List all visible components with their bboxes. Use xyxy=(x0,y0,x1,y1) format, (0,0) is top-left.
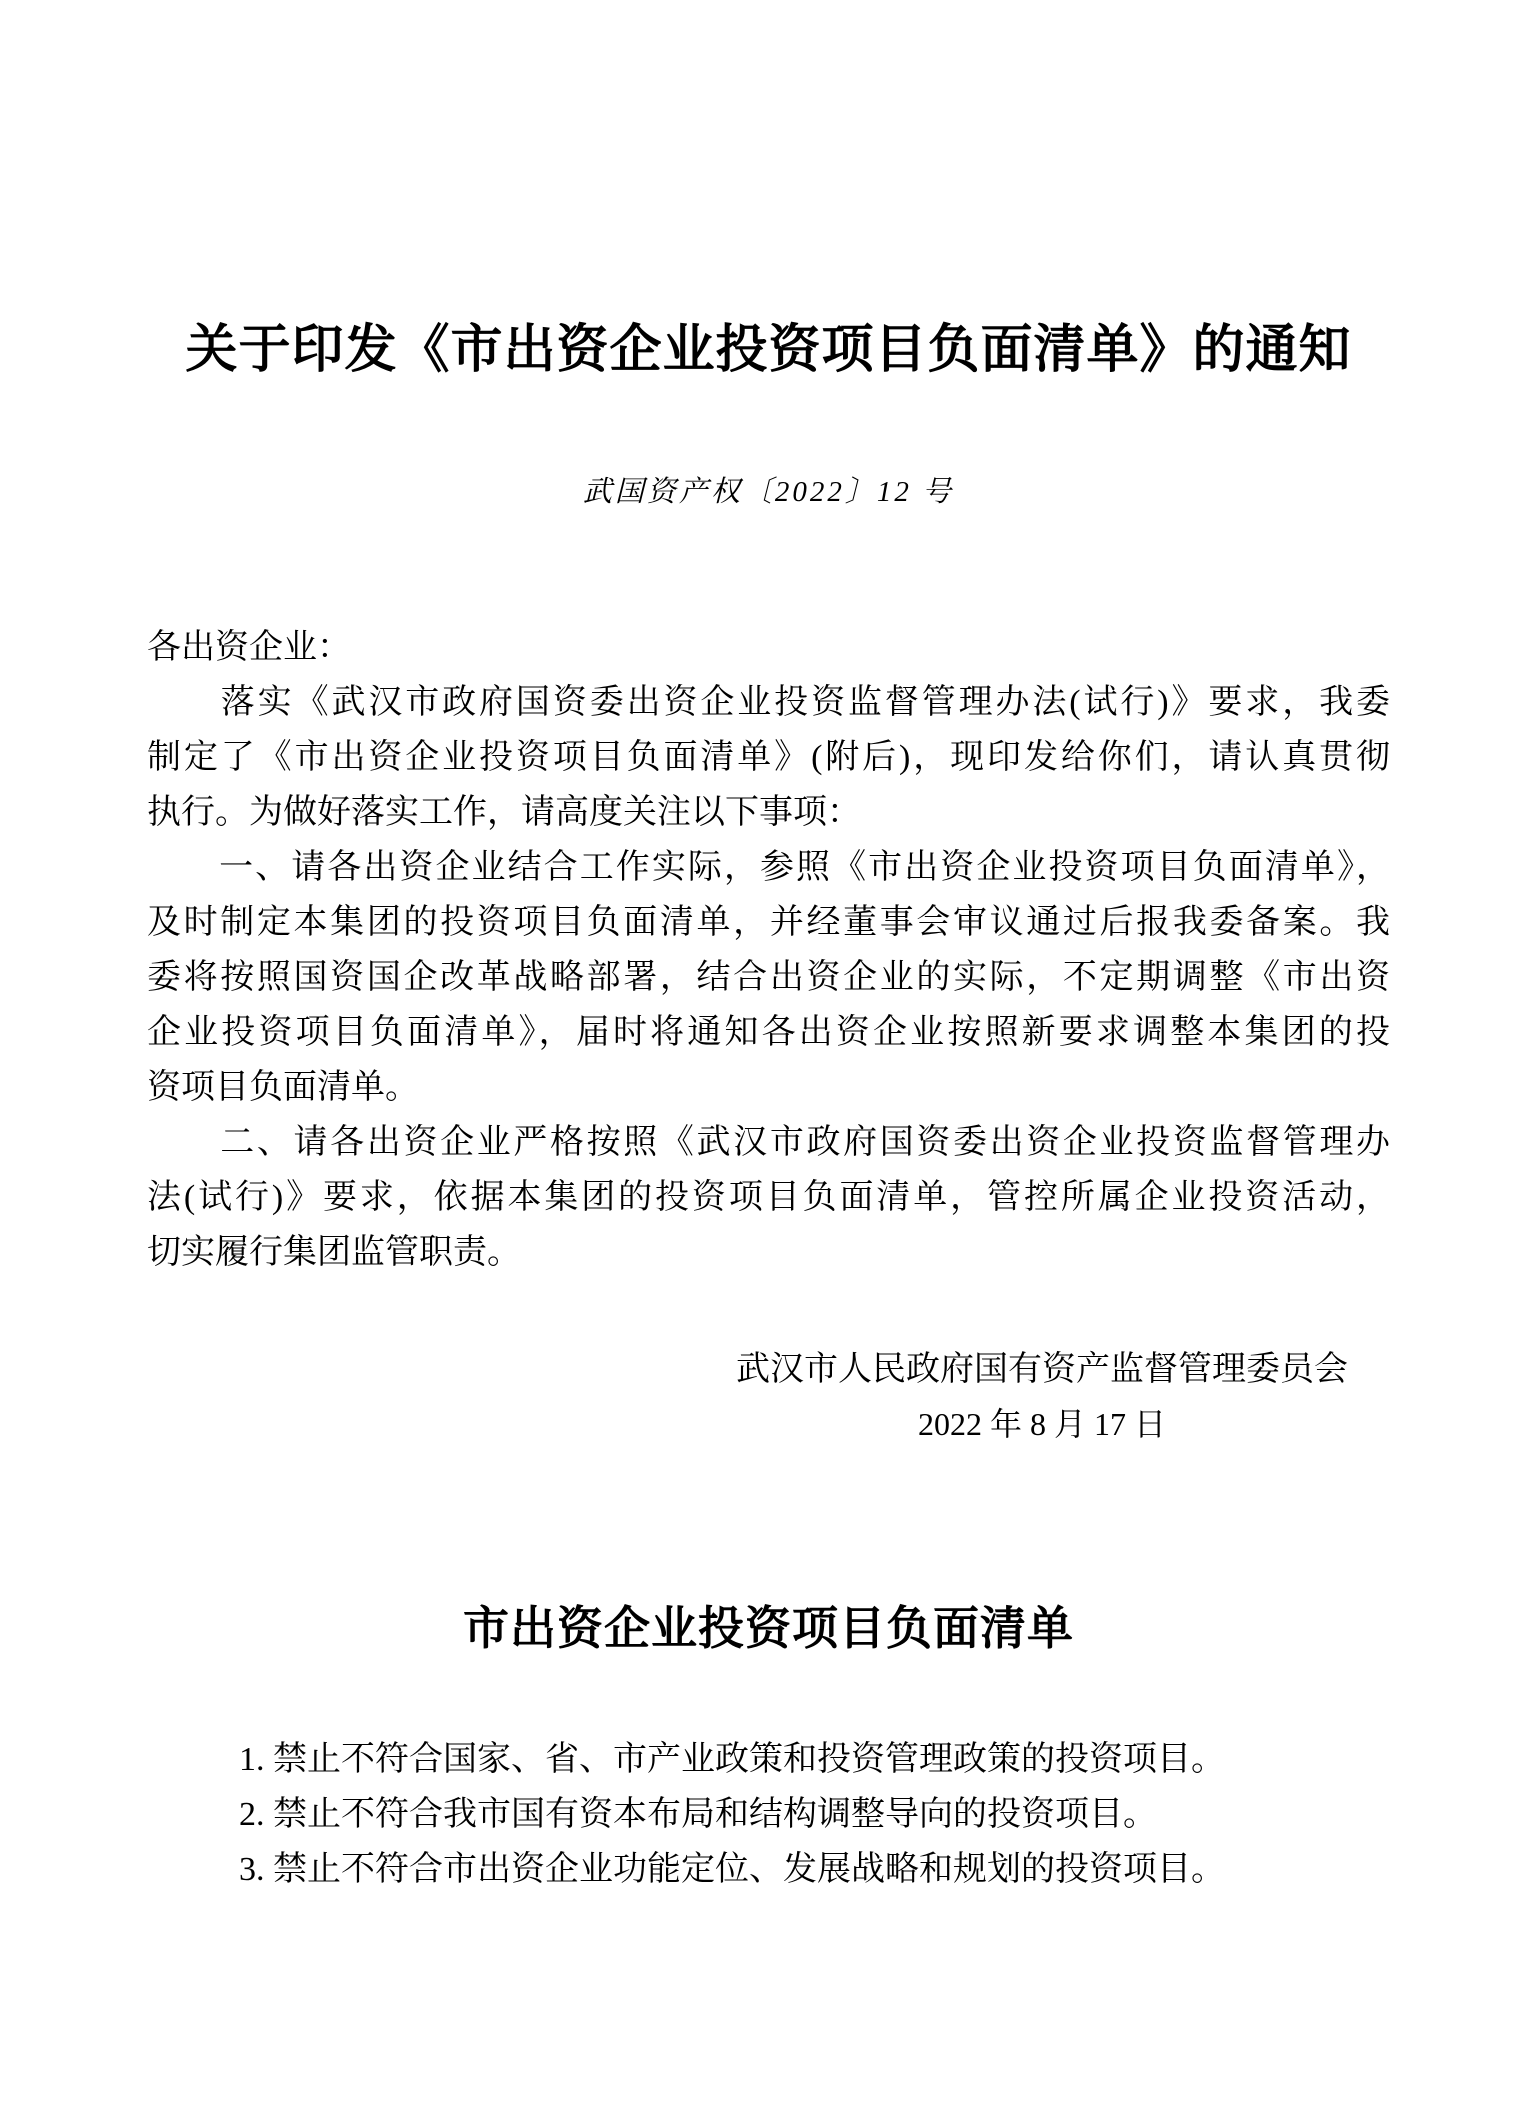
document-title: 关于印发《市出资企业投资项目负面清单》的通知 xyxy=(185,322,1352,379)
text-line: 落实《武汉市政府国资委出资企业投资监督管理办法(试行)》要求，我委 xyxy=(147,684,1390,721)
text-line: 及时制定本集团的投资项目负面清单，并经董事会审议通过后报我委备案。我 xyxy=(147,904,1390,941)
text-line: 委将按照国资国企改革战略部署，结合出资企业的实际，不定期调整《市出资 xyxy=(147,959,1390,996)
paragraph xyxy=(147,1115,1390,1280)
text-line: 二、请各出资企业严格按照《武汉市政府国资委出资企业投资监督管理办 xyxy=(147,1124,1390,1161)
text-line: 执行。为做好落实工作，请高度关注以下事项： xyxy=(147,794,861,831)
text-line: 一、请各出资企业结合工作实际，参照《市出资企业投资项目负面清单》， xyxy=(147,849,1390,886)
document-number: 武国资产权〔2022〕12 号 xyxy=(582,476,955,508)
attachment-list xyxy=(147,1732,1390,1897)
attachment-title: 市出资企业投资项目负面清单 xyxy=(463,1603,1074,1654)
list-item: 1. 禁止不符合国家、省、市产业政策和投资管理政策的投资项目。 xyxy=(239,1741,1225,1778)
list-item: 2. 禁止不符合我市国有资本布局和结构调整导向的投资项目。 xyxy=(239,1796,1157,1833)
signature-date: 2022 年 8 月 17 日 xyxy=(917,1406,1166,1442)
signature-org: 武汉市人民政府国有资产监督管理委员会 xyxy=(736,1351,1348,1388)
list-item: 3. 禁止不符合市出资企业功能定位、发展战略和规划的投资项目。 xyxy=(239,1851,1225,1888)
document-body xyxy=(147,675,1390,1280)
text-line: 法(试行)》要求，依据本集团的投资项目负面清单，管控所属企业投资活动， xyxy=(147,1179,1390,1216)
text-line: 企业投资项目负面清单》，届时将通知各出资企业按照新要求调整本集团的投 xyxy=(147,1014,1390,1051)
text-line: 资项目负面清单。 xyxy=(147,1069,419,1106)
signature-block xyxy=(736,1342,1348,1452)
text-line: 制定了《市出资企业投资项目负面清单》(附后)，现印发给你们，请认真贯彻 xyxy=(147,739,1390,776)
paragraph xyxy=(147,675,1390,840)
salutation: 各出资企业： xyxy=(147,629,351,666)
text-line: 切实履行集团监管职责。 xyxy=(147,1234,521,1271)
paragraph xyxy=(147,840,1390,1115)
